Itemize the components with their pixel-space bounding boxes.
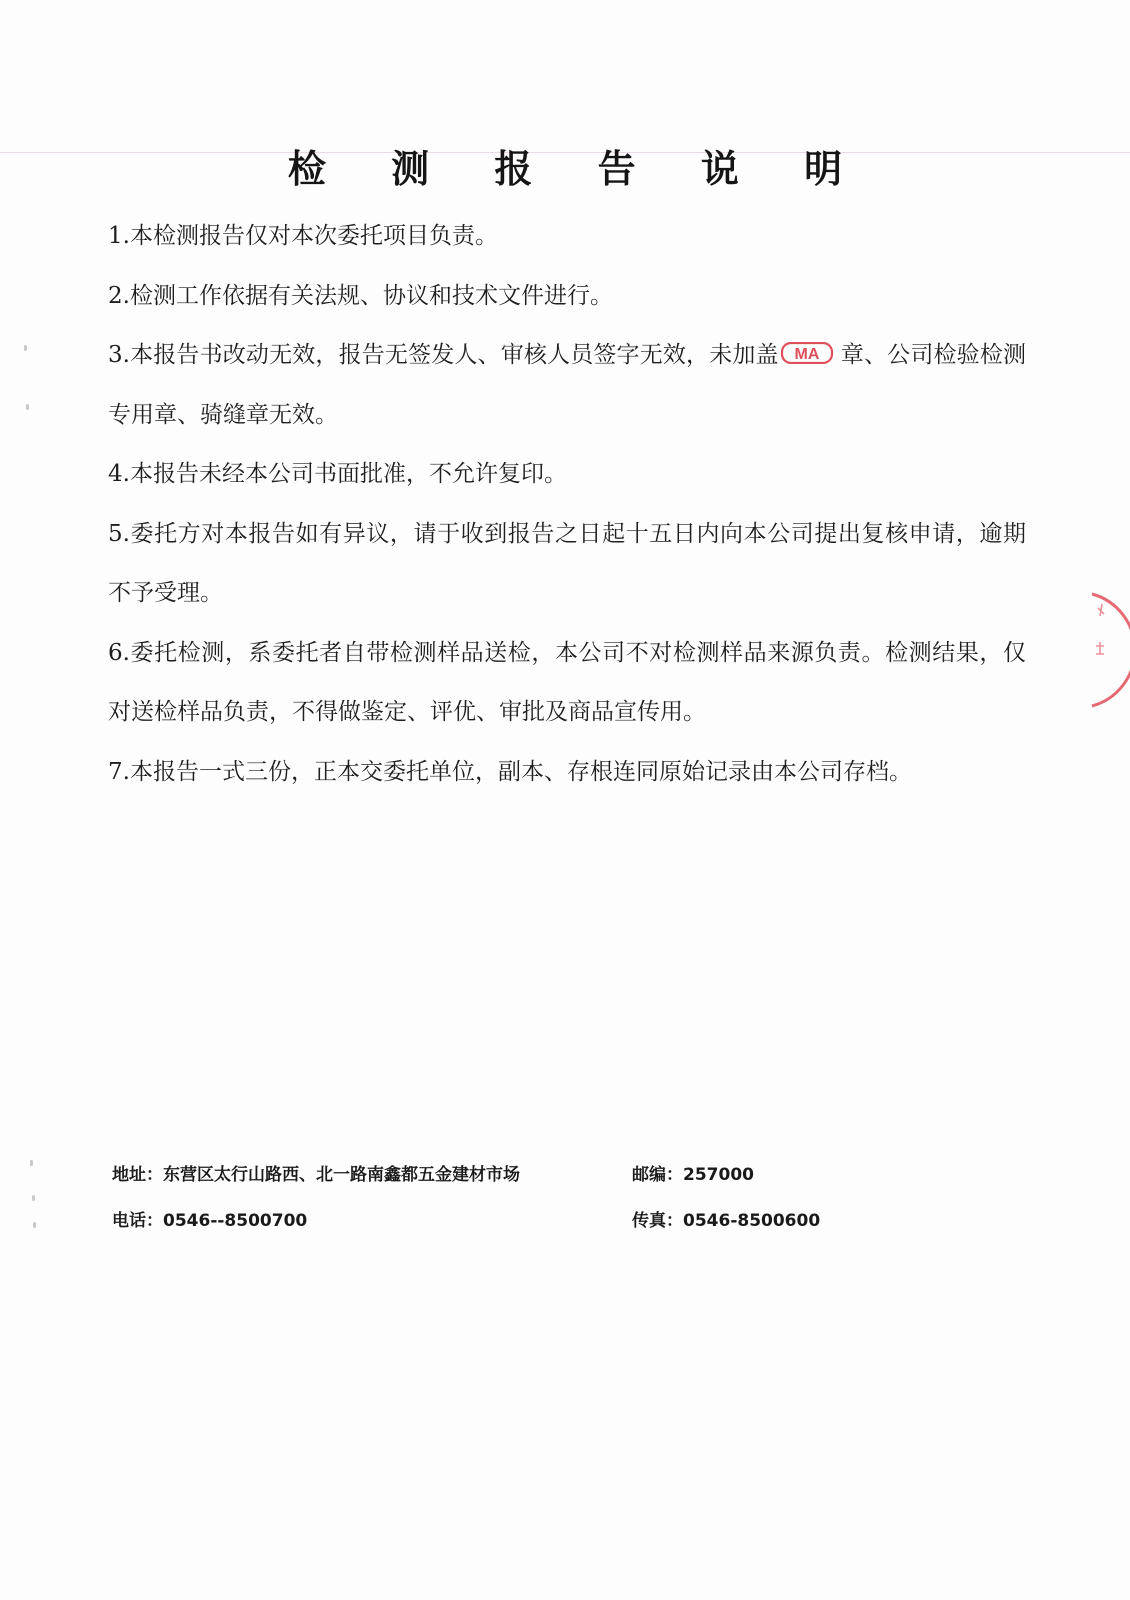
fax-text: 传真：0546-8500600 [632,1211,821,1231]
cma-mark-text: MA [794,346,820,363]
note-1: 1.本检测报告仅对本次委托项目负责。 [108,223,498,249]
scan-speck [24,345,27,351]
note-4: 4.本报告未经本公司书面批准，不允许复印。 [108,461,567,487]
note-3 [108,326,1026,445]
scan-speck [33,1222,36,1228]
phone-text: 电话：0546--8500700 [112,1211,308,1231]
page-title: 检 测 报 告 说 明 [287,147,869,191]
footer-row-address [112,1160,1012,1185]
scan-speck [30,1160,33,1166]
cma-mark-icon [781,342,835,364]
note-7: 7.本报告一式三份，正本交委托单位，副本、存根连同原始记录由本公司存档。 [108,758,912,785]
postcode-text: 邮编：257000 [632,1165,754,1185]
note-3-part-1: 3.本报告书改动无效，报告无签发人、审核人员签字无效，未加盖 [108,342,779,368]
note-2: 2.检测工作依据有关法规、协议和技术文件进行。 [108,282,613,309]
scan-speck [26,404,29,410]
footer-row-phone [112,1206,1012,1231]
scan-speck [32,1195,35,1201]
partial-seal-icon [1090,590,1130,710]
note-5: 5.委托方对本报告如有异议，请于收到报告之日起十五日内向本公司提出复核申请，逾期不予受理。 [108,520,1026,606]
address-text: 地址：东营区太行山路西、北一路南鑫都五金建材市场 [112,1165,520,1185]
note-6: 6.委托检测，系委托者自带检测样品送检，本公司不对检测样品来源负责。检测结果，仅对送检样品负责，不得做鉴定、评优、审批及商品宣传用。 [108,639,1026,725]
report-notes [108,207,1026,802]
note-3-part-2: 章、公司检验检测专用章、骑缝章无效。 [108,342,1026,428]
